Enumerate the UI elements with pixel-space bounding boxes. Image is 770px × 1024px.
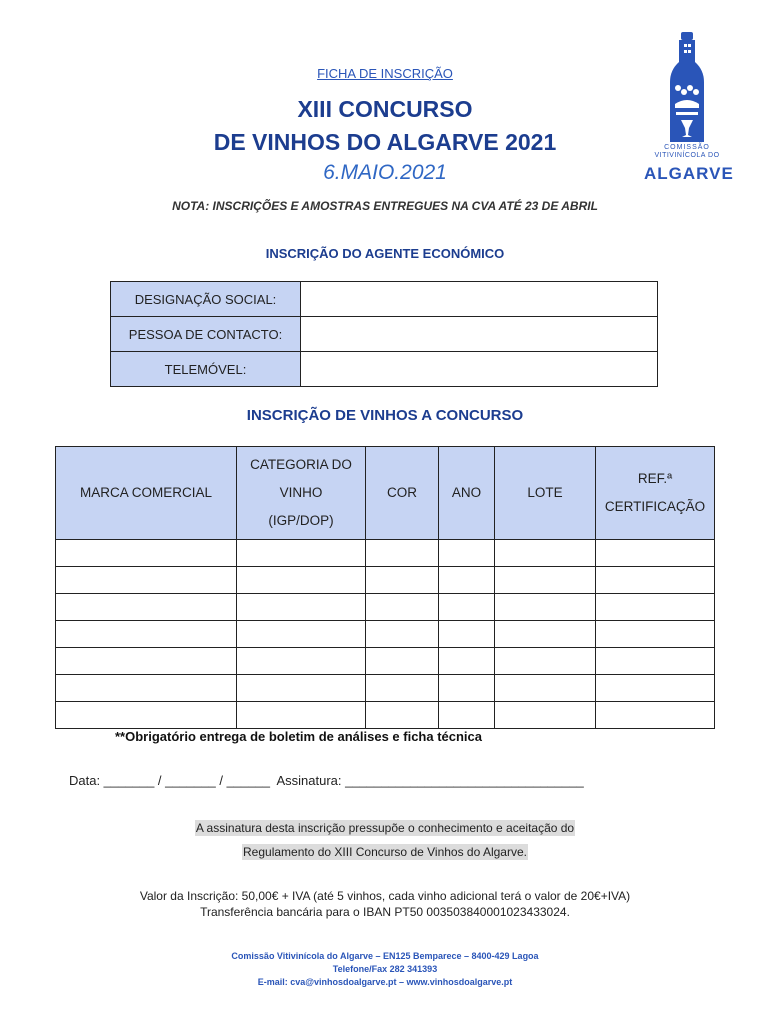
table-row <box>56 621 715 648</box>
categoria-cell[interactable] <box>237 540 366 567</box>
ref-cell[interactable] <box>596 675 715 702</box>
lote-cell[interactable] <box>495 648 596 675</box>
col-header-marca: MARCA COMERCIAL <box>56 447 237 540</box>
table-row <box>56 675 715 702</box>
ano-cell[interactable] <box>439 648 495 675</box>
categoria-cell[interactable] <box>237 621 366 648</box>
date-signature-line[interactable]: Data: _______ / _______ / ______ Assinatura: _________________________________ <box>69 773 584 788</box>
lote-cell[interactable] <box>495 675 596 702</box>
cor-cell[interactable] <box>366 567 439 594</box>
lote-cell[interactable] <box>495 702 596 729</box>
cor-cell[interactable] <box>366 702 439 729</box>
ref-cell[interactable] <box>596 648 715 675</box>
footer-contact-links[interactable]: E-mail: cva@vinhosdoalgarve.pt – www.vinhosdoalgarve.pt <box>257 977 513 987</box>
field-label: DESIGNAÇÃO SOCIAL: <box>111 282 301 317</box>
bank-transfer-text: Transferência bancária para o IBAN PT50 003503840001023433024. <box>200 905 570 919</box>
ano-cell[interactable] <box>439 621 495 648</box>
agent-section-title: INSCRIÇÃO DO AGENTE ECONÓMICO <box>265 246 505 261</box>
agent-row <box>111 317 658 352</box>
lote-cell[interactable] <box>495 621 596 648</box>
wines-header-row <box>56 447 715 540</box>
ref-cell[interactable] <box>596 540 715 567</box>
table-row <box>56 567 715 594</box>
categoria-cell[interactable] <box>237 648 366 675</box>
ano-cell[interactable] <box>439 702 495 729</box>
wines-table <box>55 446 715 729</box>
categoria-cell[interactable] <box>237 567 366 594</box>
agent-row <box>111 352 658 387</box>
table-row <box>56 648 715 675</box>
marca-cell[interactable] <box>56 621 237 648</box>
footer-address: Comissão Vitivinícola do Algarve – EN125 Bemparece – 8400-429 Lagoa <box>231 951 539 961</box>
field-label: TELEMÓVEL: <box>111 352 301 387</box>
cor-cell[interactable] <box>366 594 439 621</box>
cor-cell[interactable] <box>366 648 439 675</box>
cor-cell[interactable] <box>366 621 439 648</box>
agent-row <box>111 282 658 317</box>
ref-cell[interactable] <box>596 702 715 729</box>
form-label: FICHA DE INSCRIÇÃO <box>317 66 453 81</box>
ref-cell[interactable] <box>596 567 715 594</box>
fee-text: Valor da Inscrição: 50,00€ + IVA (até 5 vinhos, cada vinho adicional terá o valor de 20€+IVA) <box>139 889 631 903</box>
logo-text-line2: VITIVINÍCOLA DO <box>654 152 720 159</box>
wine-bottle-icon <box>648 30 726 145</box>
table-row <box>56 702 715 729</box>
col-header-ref: REF.ª CERTIFICAÇÃO <box>596 447 715 540</box>
lote-cell[interactable] <box>495 540 596 567</box>
marca-cell[interactable] <box>56 648 237 675</box>
lote-cell[interactable] <box>495 567 596 594</box>
ano-cell[interactable] <box>439 567 495 594</box>
marca-cell[interactable] <box>56 675 237 702</box>
logo-text-line1: COMISSÃO <box>664 144 710 151</box>
marca-cell[interactable] <box>56 567 237 594</box>
pessoa-contacto-field[interactable] <box>301 317 658 352</box>
wines-table-body <box>56 540 715 729</box>
acceptance-note-line1: A assinatura desta inscrição pressupõe o conhecimento e aceitação do <box>195 821 575 835</box>
acceptance-note-line2: Regulamento do XIII Concurso de Vinhos do Algarve. <box>243 845 527 859</box>
col-header-cor: COR <box>366 447 439 540</box>
col-header-categoria: CATEGORIA DO VINHO (IGP/DOP) <box>237 447 366 540</box>
event-date: 6.MAIO.2021 <box>323 161 447 184</box>
categoria-cell[interactable] <box>237 675 366 702</box>
logo-text-algarve: ALGARVE <box>644 164 734 183</box>
categoria-cell[interactable] <box>237 702 366 729</box>
table-row <box>56 540 715 567</box>
footer-phone: Telefone/Fax 282 341393 <box>332 964 438 974</box>
cor-cell[interactable] <box>366 540 439 567</box>
marca-cell[interactable] <box>56 540 237 567</box>
col-header-lote: LOTE <box>495 447 596 540</box>
wines-section-title: INSCRIÇÃO DE VINHOS A CONCURSO <box>246 407 524 424</box>
ano-cell[interactable] <box>439 675 495 702</box>
mandatory-note: **Obrigatório entrega de boletim de análises e ficha técnica <box>115 729 483 744</box>
telemovel-field[interactable] <box>301 352 658 387</box>
ano-cell[interactable] <box>439 540 495 567</box>
agent-table <box>110 281 658 387</box>
field-label: PESSOA DE CONTACTO: <box>111 317 301 352</box>
marca-cell[interactable] <box>56 702 237 729</box>
deadline-note: NOTA: INSCRIÇÕES E AMOSTRAS ENTREGUES NA CVA ATÉ 23 DE ABRIL <box>172 199 598 213</box>
page-title-line2: DE VINHOS DO ALGARVE 2021 <box>213 129 557 155</box>
lote-cell[interactable] <box>495 594 596 621</box>
col-header-ano: ANO <box>439 447 495 540</box>
ref-cell[interactable] <box>596 594 715 621</box>
marca-cell[interactable] <box>56 594 237 621</box>
ref-cell[interactable] <box>596 621 715 648</box>
designacao-social-field[interactable] <box>301 282 658 317</box>
table-row <box>56 594 715 621</box>
page-title-line1: XIII CONCURSO <box>297 96 473 122</box>
cor-cell[interactable] <box>366 675 439 702</box>
categoria-cell[interactable] <box>237 594 366 621</box>
ano-cell[interactable] <box>439 594 495 621</box>
